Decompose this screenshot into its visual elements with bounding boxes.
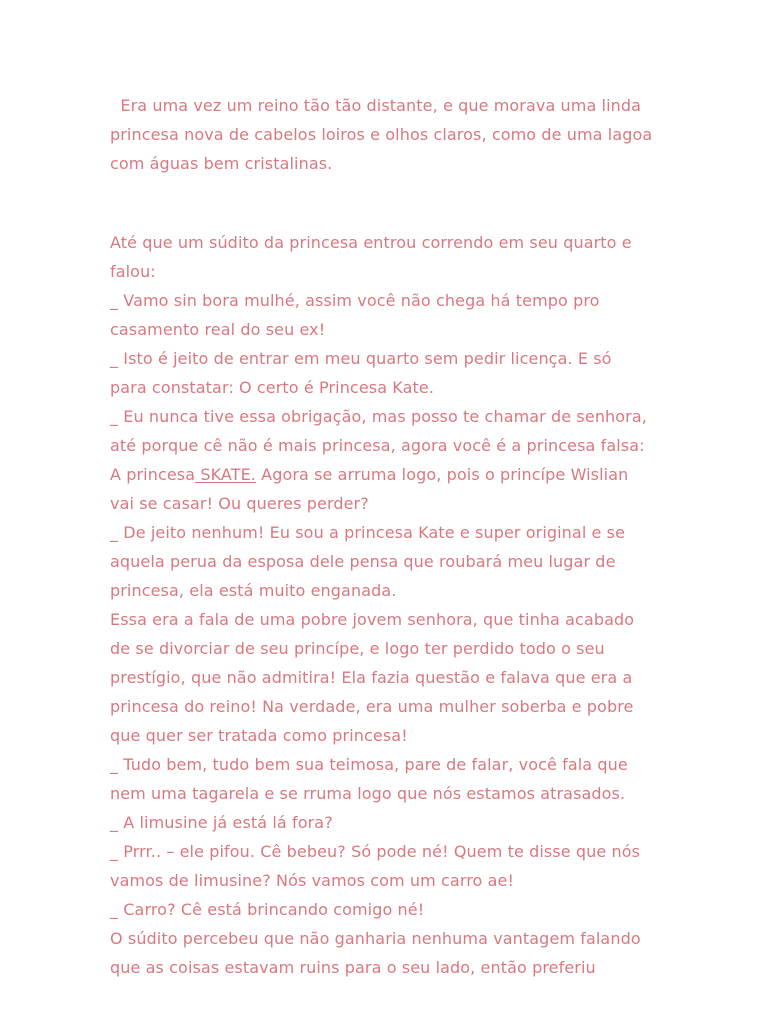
text-line: Essa era a fala de uma pobre jovem senhora, que tinha acabado: [110, 610, 635, 629]
skate-line: [110, 460, 670, 489]
story-paragraph: [110, 228, 670, 982]
text-line: para constatar: O certo é Princesa Kate.: [110, 378, 435, 397]
text-line: de se divorciar de seu princípe, e logo ter perdido todo o seu: [110, 639, 605, 658]
text-line: princesa, ela está muito enganada.: [110, 581, 397, 600]
document-page: [110, 91, 670, 982]
text-line: vai se casar! Ou queres perder?: [110, 494, 369, 513]
text-line: Até que um súdito da princesa entrou correndo em seu quarto e: [110, 233, 632, 252]
text-line: _ Vamo sin bora mulhé, assim você não chega há tempo pro: [110, 291, 600, 310]
text-line: Era uma vez um reino tão tão distante, e que morava uma linda: [110, 96, 642, 115]
text-line: _ De jeito nenhum! Eu sou a princesa Kate e super original e se: [110, 523, 626, 542]
text-line: vamos de limusine? Nós vamos com um carro ae!: [110, 871, 514, 890]
text-line: falou:: [110, 262, 156, 281]
intro-paragraph: [110, 91, 670, 178]
text-line: aquela perua da esposa dele pensa que roubará meu lugar de: [110, 552, 616, 571]
text-line: _ Isto é jeito de entrar em meu quarto sem pedir licença. E só: [110, 349, 612, 368]
text-line: princesa do reino! Na verdade, era uma mulher soberba e pobre: [110, 697, 634, 716]
text-line: O súdito percebeu que não ganharia nenhuma vantagem falando: [110, 929, 641, 948]
text-line: prestígio, que não admitira! Ela fazia questão e falava que era a: [110, 668, 633, 687]
text-line: princesa nova de cabelos loiros e olhos claros, como de uma lagoa: [110, 125, 653, 144]
text-line: com águas bem cristalinas.: [110, 154, 333, 173]
skate-underlined-text: SKATE.: [195, 465, 256, 484]
text-line: casamento real do seu ex!: [110, 320, 326, 339]
text-line: _ Tudo bem, tudo bem sua teimosa, pare de falar, você fala que: [110, 755, 628, 774]
text-line: _ Eu nunca tive essa obrigação, mas posso te chamar de senhora,: [110, 407, 647, 426]
paragraph-gap: [110, 178, 670, 228]
text-line: nem uma tagarela e se rruma logo que nós estamos atrasados.: [110, 784, 626, 803]
text-line: _ Prrr.. – ele pifou. Cê bebeu? Só pode né! Quem te disse que nós: [110, 842, 641, 861]
text-line: que as coisas estavam ruins para o seu lado, então preferiu: [110, 958, 596, 977]
skate-line-after: Agora se arruma logo, pois o princípe Wislian: [255, 465, 629, 484]
skate-line-before: A princesa: [110, 465, 196, 484]
text-line: _ A limusine já está lá fora?: [110, 813, 333, 832]
text-line: _ Carro? Cê está brincando comigo né!: [110, 900, 425, 919]
text-line: até porque cê não é mais princesa, agora você é a princesa falsa:: [110, 436, 645, 455]
text-line: que quer ser tratada como princesa!: [110, 726, 408, 745]
